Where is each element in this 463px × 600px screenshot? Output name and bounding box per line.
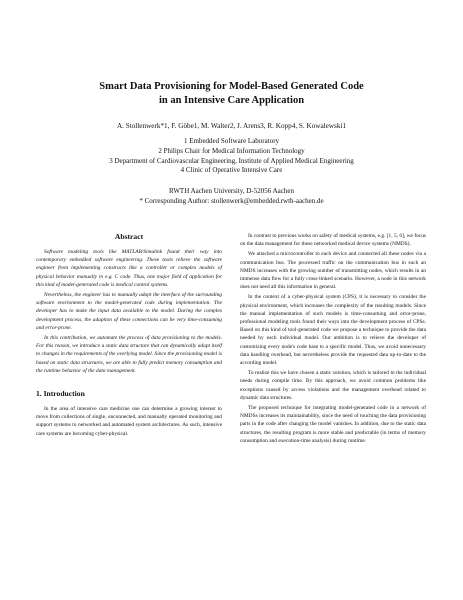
introduction-paragraph: In the area of intensive care medicine one can determine a growing interest to move from collections of single, unconnected, and manually operated monitoring and support systems to networked and automated system architectures. As such, intensive care systems are becoming cyber-physical. xyxy=(36,406,222,437)
abstract-paragraph: Nevertheless, the engineer has to manually adapt the interface of the surrounding software environment to the model-generated code during implementation. The developer has to make the input data available to the model. During the complex development process, the adaption of these connections can be very time-consuming and error-prone. xyxy=(36,292,222,331)
author-list: A. Stollenwerk*1, F. Göbe1, M. Walter2, J. Arens3, R. Kopp4, S. Kowalewski1 xyxy=(116,122,347,130)
introduction-heading: 1. Introduction xyxy=(36,389,85,399)
body-paragraph: We attached a microcontroller to each device and connected all these nodes via a communication bus. The processed traffic on the communication bus in such an NMDS increases with the growing number of transmitting nodes, which results in an immense data flow for a fully cross-linked scenario. However, a node in this network does not need all this information in general. xyxy=(240,251,426,291)
affiliation-2: 2 Philips Chair for Medical Information Technology xyxy=(158,146,305,155)
body-paragraph: To realize this we have chosen a static solution, which is tailored to the individual needs during compile time. By this approach, we avoid common problems like exceptions caused by access violations and the management overhead related to dynamic data structures. xyxy=(240,370,426,401)
body-paragraph: The proposed technique for integrating model-generated code in a network of NMDSs increases its maintainability, since the need of touching the data provisioning parts in the code after changing the model vanishes. In addition, due to the static data structures, the resulting program is more stable and predictable (in terms of memory consumption and execution-time analysis) during runtime. xyxy=(240,405,426,444)
title-line-1: Smart Data Provisioning for Model-Based Generated Code xyxy=(99,81,364,92)
abstract-paragraph: Software modeling tools like MATLAB/Simulink found their way into contemporary embedded software engineering. These tools relieve the software engineer from implementing constructs like a controller or complex models of physical behavior manually in e.g. C code. Thus, one major field of application for this kind of model-generated code is medical control systems. xyxy=(36,249,222,288)
abstract-paragraph: In this contribution, we automate the process of data provisioning to the models. For this reason, we introduce a static data structure that can dynamically adapt itself to changes in the requirements of the overlying model. Since the provisioning model is based on static data structures, we are able to fully predict memory consumption and the runtime behavior of the data management. xyxy=(36,335,222,374)
affiliation-3: 3 Department of Cardiovascular Engineering, Institute of Applied Medical Engineering xyxy=(109,156,354,165)
affiliations xyxy=(20,137,443,176)
abstract-section xyxy=(36,232,222,375)
corresponding-author: * Corresponding Author: stollenwerk@embedded.rwth-aachen.de xyxy=(139,197,324,205)
title-line-2: in an Intensive Care Application xyxy=(158,95,305,106)
right-column xyxy=(240,232,426,447)
affiliation-1: 1 Embedded Software Laboratory xyxy=(183,137,280,145)
address-block xyxy=(20,186,443,206)
left-column xyxy=(36,232,222,440)
abstract-heading: Abstract xyxy=(114,232,144,241)
body-paragraph: In the context of a cyber-physical system (CPS), it is necessary to consider the physical environment, which increases the complexity of the resulting models. Since the manual implementation of such models is time-consuming and error-prone, professional modeling tools found their ways into the development process of CPSs. Based on this kind of tool-generated code we propose a technique to provide the data needed by each individual model. Our ambition is to relieve the developer of customizing every node's code base to a specific model. Thus, we avoid unnecessary data handling overhead, but nevertheless provide the requested data up-to-date to the according model. xyxy=(240,294,426,367)
body-paragraph: In contrast to previous works on safety of medical systems, e.g. [1, 5, 6], we focus on the data management for these networked medical device systems (NMDS). xyxy=(240,233,426,248)
paper-title xyxy=(40,80,423,108)
university-address: RWTH Aachen University, D-52056 Aachen xyxy=(169,187,294,195)
affiliation-4: 4 Clinic of Operative Intensive Care xyxy=(180,166,283,175)
